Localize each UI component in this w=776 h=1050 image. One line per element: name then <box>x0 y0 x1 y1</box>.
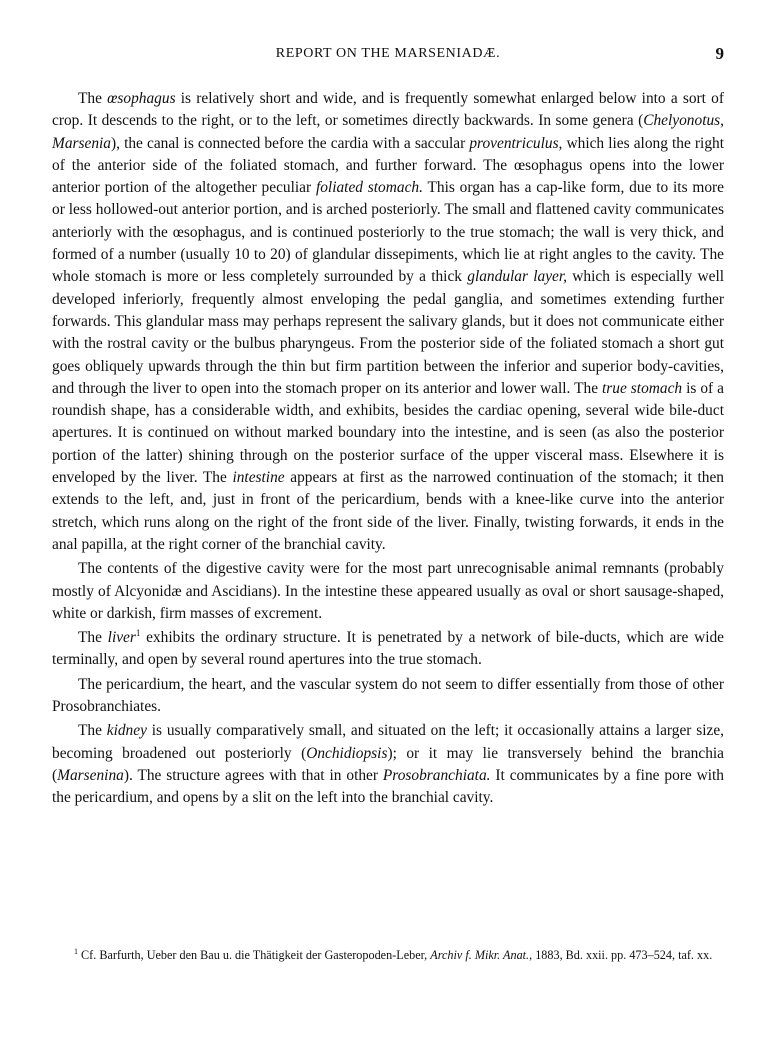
text-run: The contents of the digestive cavity were for the most part unrecognisable animal remnants (probably mostly of Alcyonidæ and Ascidians). In the intestine these appeared usually as oval or short sausage-shaped, white or darkish, firm masses of excrement. <box>52 560 724 622</box>
italic-term: glandular layer, <box>467 268 568 286</box>
italic-term: foliated stomach. <box>315 179 423 197</box>
italic-term: Onchidiopsis <box>306 744 388 762</box>
paragraph-liver <box>52 627 724 672</box>
text-run: This organ has a cap-like form, due to its more or less hollowed-out anterior portion, and is arched posteriorly. The small and flattened cavity communicates anteriorly with the œsophagus, and is continued posteriorly to the true stomach; the wall is very thick, and formed of a number (usually 10 to 20) of glandular dissepiments, which lie at right angles to the cavity. The whole stomach is more or less completely surrounded by a thick <box>52 179 724 286</box>
paragraph-kidney <box>52 720 724 809</box>
footnote-marker: 1 <box>74 946 78 956</box>
text-run: ); or it may lie transversely behind the branchia ( <box>52 744 724 784</box>
running-head: REPORT ON THE MARSENIADÆ. <box>275 46 501 61</box>
text-run: The pericardium, the heart, and the vascular system do not seem to differ essentially from those of other Prosobranchiates. <box>52 675 724 716</box>
text-run: The <box>78 629 108 647</box>
text-run: which is especially well developed inferiorly, frequently almost enveloping the pedal ganglia, and sometimes extending further forwards. This glandular mass may perhaps represent the salivary glands, but it does not communicate either with the rostral cavity or the bulbus pharyngeus. From the posterior side of the foliated stomach a short gut goes obliquely upwards through the thin but firm partition between the inferior and superior body-cavities, and through the liver to open into the stomach proper on its anterior and lower wall. The <box>52 268 724 397</box>
text-run: is usually comparatively small, and situated on the left; it occasionally attains a larger size, becoming broadened out posteriorly ( <box>52 722 725 762</box>
body-text <box>52 88 724 810</box>
italic-term: Archiv f. Mikr. Anat. <box>430 948 530 962</box>
text-run: appears at first as the narrowed continuation of the stomach; it then extends to the left, and, just in front of the pericardium, bends with a knee-like curve into the anterior stretch, which runs along on the right of the front side of the liver. Finally, twisting forwards, it ends in the anal papilla, at the right corner of the branchial cavity. <box>52 469 724 553</box>
paragraph-gut-contents <box>52 558 724 625</box>
italic-term: Marsenina <box>57 766 124 784</box>
italic-term: liver <box>107 629 136 647</box>
text-run: which lies along the right of the anterior side of the foliated stomach, and further forward. The œsophagus opens into the lower anterior portion of the altogether peculiar <box>52 134 724 197</box>
text-run: is relatively short and wide, and is frequently somewhat enlarged below into a sort of crop. It descends to the right, or to the left, or sometimes directly backwards. In some genera ( <box>52 90 724 130</box>
text-run: ). The structure agrees with that in other <box>123 766 383 784</box>
text-run: Cf. Barfurth, Ueber den Bau u. die Thätigkeit der Gasteropoden-Leber, <box>78 948 431 962</box>
paragraph-digestive-tract <box>52 88 724 556</box>
page-header <box>52 44 724 68</box>
text-run: , 1883, Bd. xxii. pp. 473–524, taf. xx. <box>529 948 713 962</box>
text-run: is of a roundish shape, has a considerable width, and exhibits, besides the cardiac opening, several wide bile-duct apertures. It is continued on without marked boundary into the intestine, and is seen (as also the posterior portion of the latter) shining through on the posterior surface of the upper visceral mass. Elsewhere it is enveloped by the liver. The <box>52 379 724 487</box>
italic-term: œsophagus <box>107 90 176 107</box>
footnote <box>52 946 724 964</box>
text-run: exhibits the ordinary structure. It is penetrated by a network of bile-ducts, which are wide terminally, and open by several round apertures into the true stomach. <box>52 629 724 669</box>
italic-term: kidney <box>106 722 147 740</box>
footnote-marker: 1 <box>135 628 141 638</box>
text-run: ), the canal is connected before the cardia with a saccular <box>111 134 470 152</box>
paragraph-pericardium <box>52 674 724 719</box>
italic-term: intestine <box>232 469 285 487</box>
text-run: The <box>78 90 108 107</box>
italic-term: true stomach <box>602 379 683 397</box>
text-run: The <box>78 722 107 740</box>
italic-term: Prosobranchiata. <box>382 766 491 784</box>
text-run: It communicates by a fine pore with the pericardium, and opens by a slit on the left into the branchial cavity. <box>52 766 724 807</box>
italic-term: proventriculus, <box>469 134 563 152</box>
page-number: 9 <box>715 44 724 63</box>
italic-term: Chelyonotus, Marsenia <box>52 112 724 152</box>
